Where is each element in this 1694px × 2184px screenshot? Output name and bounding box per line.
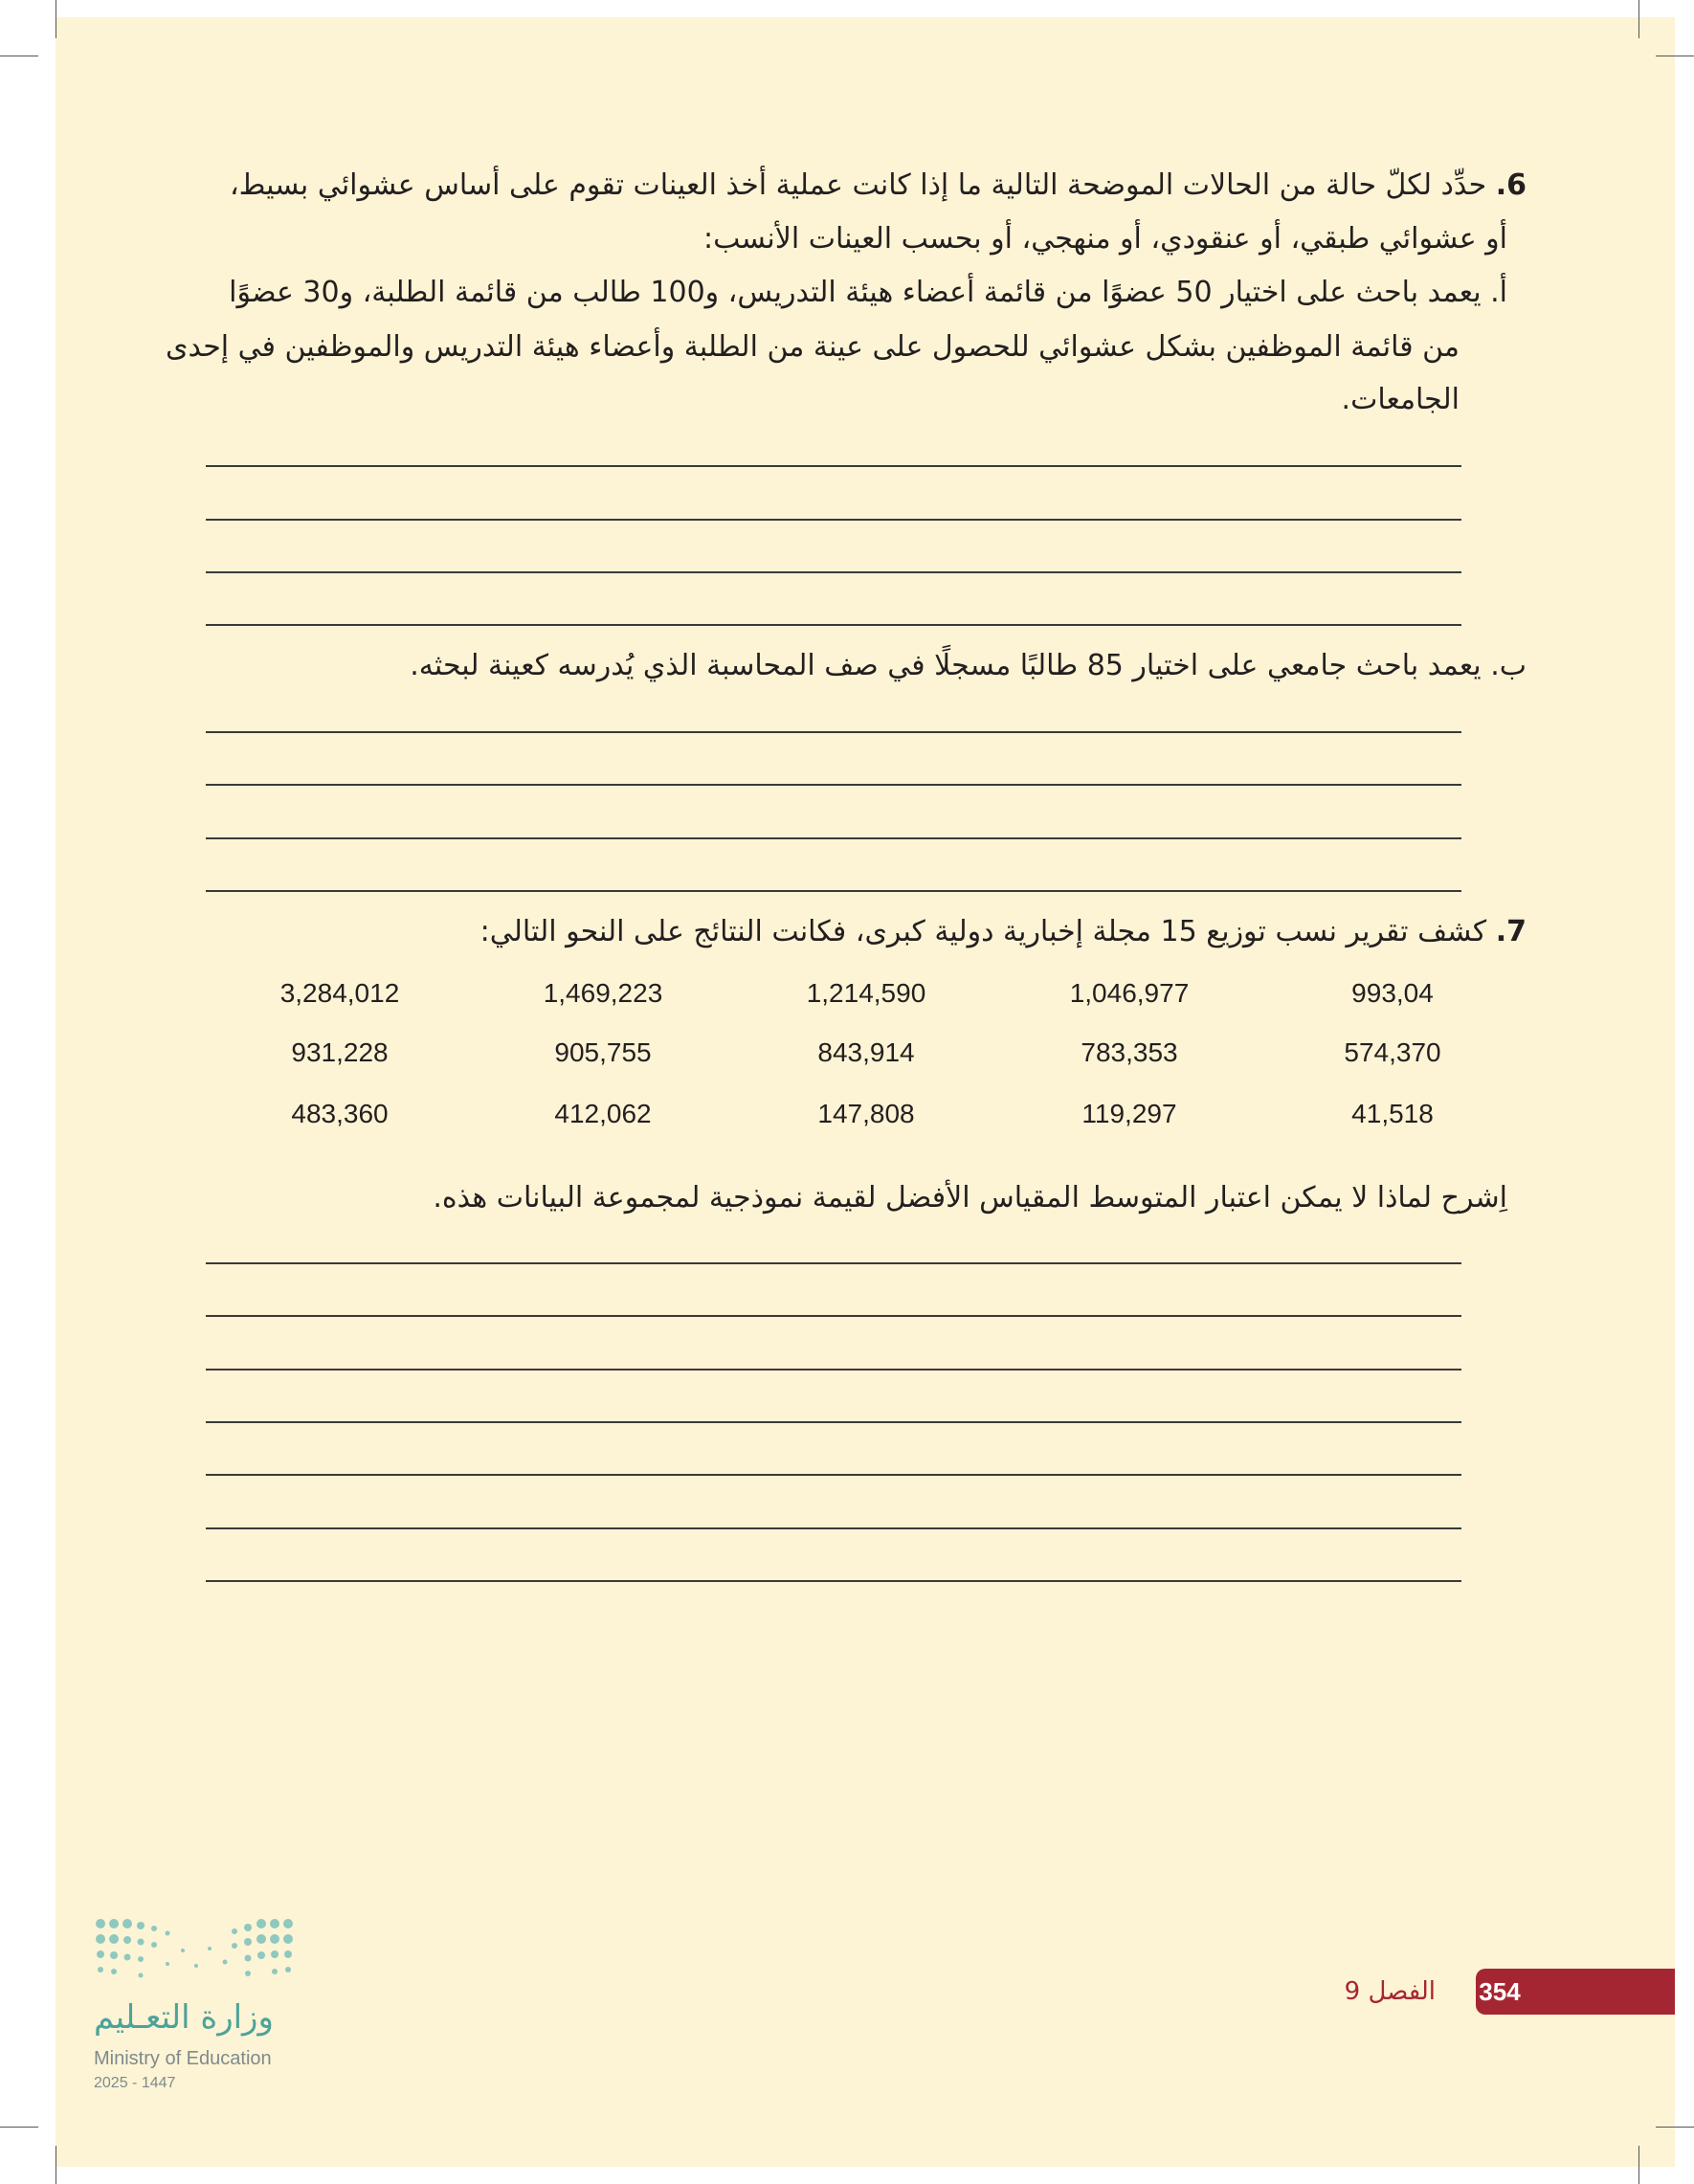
table-cell: 905,755 <box>554 1037 652 1067</box>
table-cell: 1,469,223 <box>543 978 663 1008</box>
table-cell: 41,518 <box>1351 1099 1434 1128</box>
answer-line[interactable] <box>206 1262 1461 1264</box>
answer-line[interactable] <box>206 571 1461 573</box>
chapter-label: الفصل 9 <box>1344 1977 1436 2006</box>
answer-line[interactable] <box>206 1369 1461 1371</box>
table-cell: 783,353 <box>1081 1037 1178 1067</box>
answer-line[interactable] <box>206 784 1461 786</box>
question-6b-line-1 <box>410 645 1527 687</box>
table-cell: 1,046,977 <box>1069 978 1190 1008</box>
ministry-name-arabic: وزارة التعـليم <box>94 1998 274 2037</box>
table-cell: 147,808 <box>817 1099 915 1128</box>
answer-line[interactable] <box>206 465 1461 467</box>
table-cell: 483,360 <box>291 1099 389 1128</box>
part-a-text: يعمد باحث على اختيار 50 عضوًا من قائمة أعضاء هيئة التدريس، و100 طالب من قائمة الطلبة، و30 عضوًا <box>229 276 1482 309</box>
table-cell: 412,062 <box>554 1099 652 1128</box>
answer-line[interactable] <box>206 837 1461 839</box>
question-7-number: 7. <box>1495 915 1527 948</box>
answer-line[interactable] <box>206 1474 1461 1476</box>
table-cell: 993,04 <box>1351 978 1434 1008</box>
question-7-line-1 <box>480 911 1527 953</box>
question-6-number: 6. <box>1495 168 1527 202</box>
question-6-line-1 <box>230 165 1527 207</box>
page-number: 354 <box>1479 1977 1521 2006</box>
table-cell: 574,370 <box>1344 1037 1441 1067</box>
part-b-label: ب. <box>1490 649 1527 682</box>
question-7-prompt: اِشرح لماذا لا يمكن اعتبار المتوسط المقياس الأفضل لقيمة نموذجية لمجموعة البيانات هذه. <box>433 1181 1507 1215</box>
part-b-text: يعمد باحث جامعي على اختيار 85 طالبًا مسجلًا في صف المحاسبة الذي يُدرسه كعينة لبحثه. <box>410 649 1482 682</box>
answer-line[interactable] <box>206 890 1461 892</box>
question-6a-line-1 <box>229 272 1507 314</box>
answer-line[interactable] <box>206 1315 1461 1317</box>
question-6-line-2: أو عشوائي طبقي، أو عنقودي، أو منهجي، أو بحسب العينات الأنسب: <box>703 222 1507 256</box>
table-cell: 3,284,012 <box>279 978 400 1008</box>
part-a-label: أ. <box>1490 276 1507 309</box>
question-7-text: كشف تقرير نسب توزيع 15 مجلة إخبارية دولية كبرى، فكانت النتائج على النحو التالي: <box>479 915 1487 948</box>
table-cell: 843,914 <box>817 1037 915 1067</box>
question-6a-line-2: من قائمة الموظفين بشكل عشوائي للحصول على عينة من الطلبة وأعضاء هيئة التدريس والموظفين في إحدى <box>165 330 1460 364</box>
edition-year: 2025 - 1447 <box>94 2075 176 2091</box>
answer-line[interactable] <box>206 624 1461 626</box>
answer-line[interactable] <box>206 1421 1461 1423</box>
table-cell: 931,228 <box>291 1037 389 1067</box>
ministry-logo-icon <box>91 1914 301 1991</box>
answer-line[interactable] <box>206 1580 1461 1582</box>
question-6-text: حدِّد لكلّ حالة من الحالات الموضحة التالية ما إذا كانت عملية أخذ العينات تقوم على أساس عشوائي بسيط، <box>229 168 1487 202</box>
answer-line[interactable] <box>206 731 1461 733</box>
table-cell: 1,214,590 <box>806 978 926 1008</box>
answer-line[interactable] <box>206 1527 1461 1529</box>
ministry-name-english: Ministry of Education <box>94 2048 272 2069</box>
question-6a-line-3: الجامعات. <box>1341 383 1460 416</box>
table-cell: 119,297 <box>1081 1099 1177 1128</box>
answer-line[interactable] <box>206 519 1461 521</box>
